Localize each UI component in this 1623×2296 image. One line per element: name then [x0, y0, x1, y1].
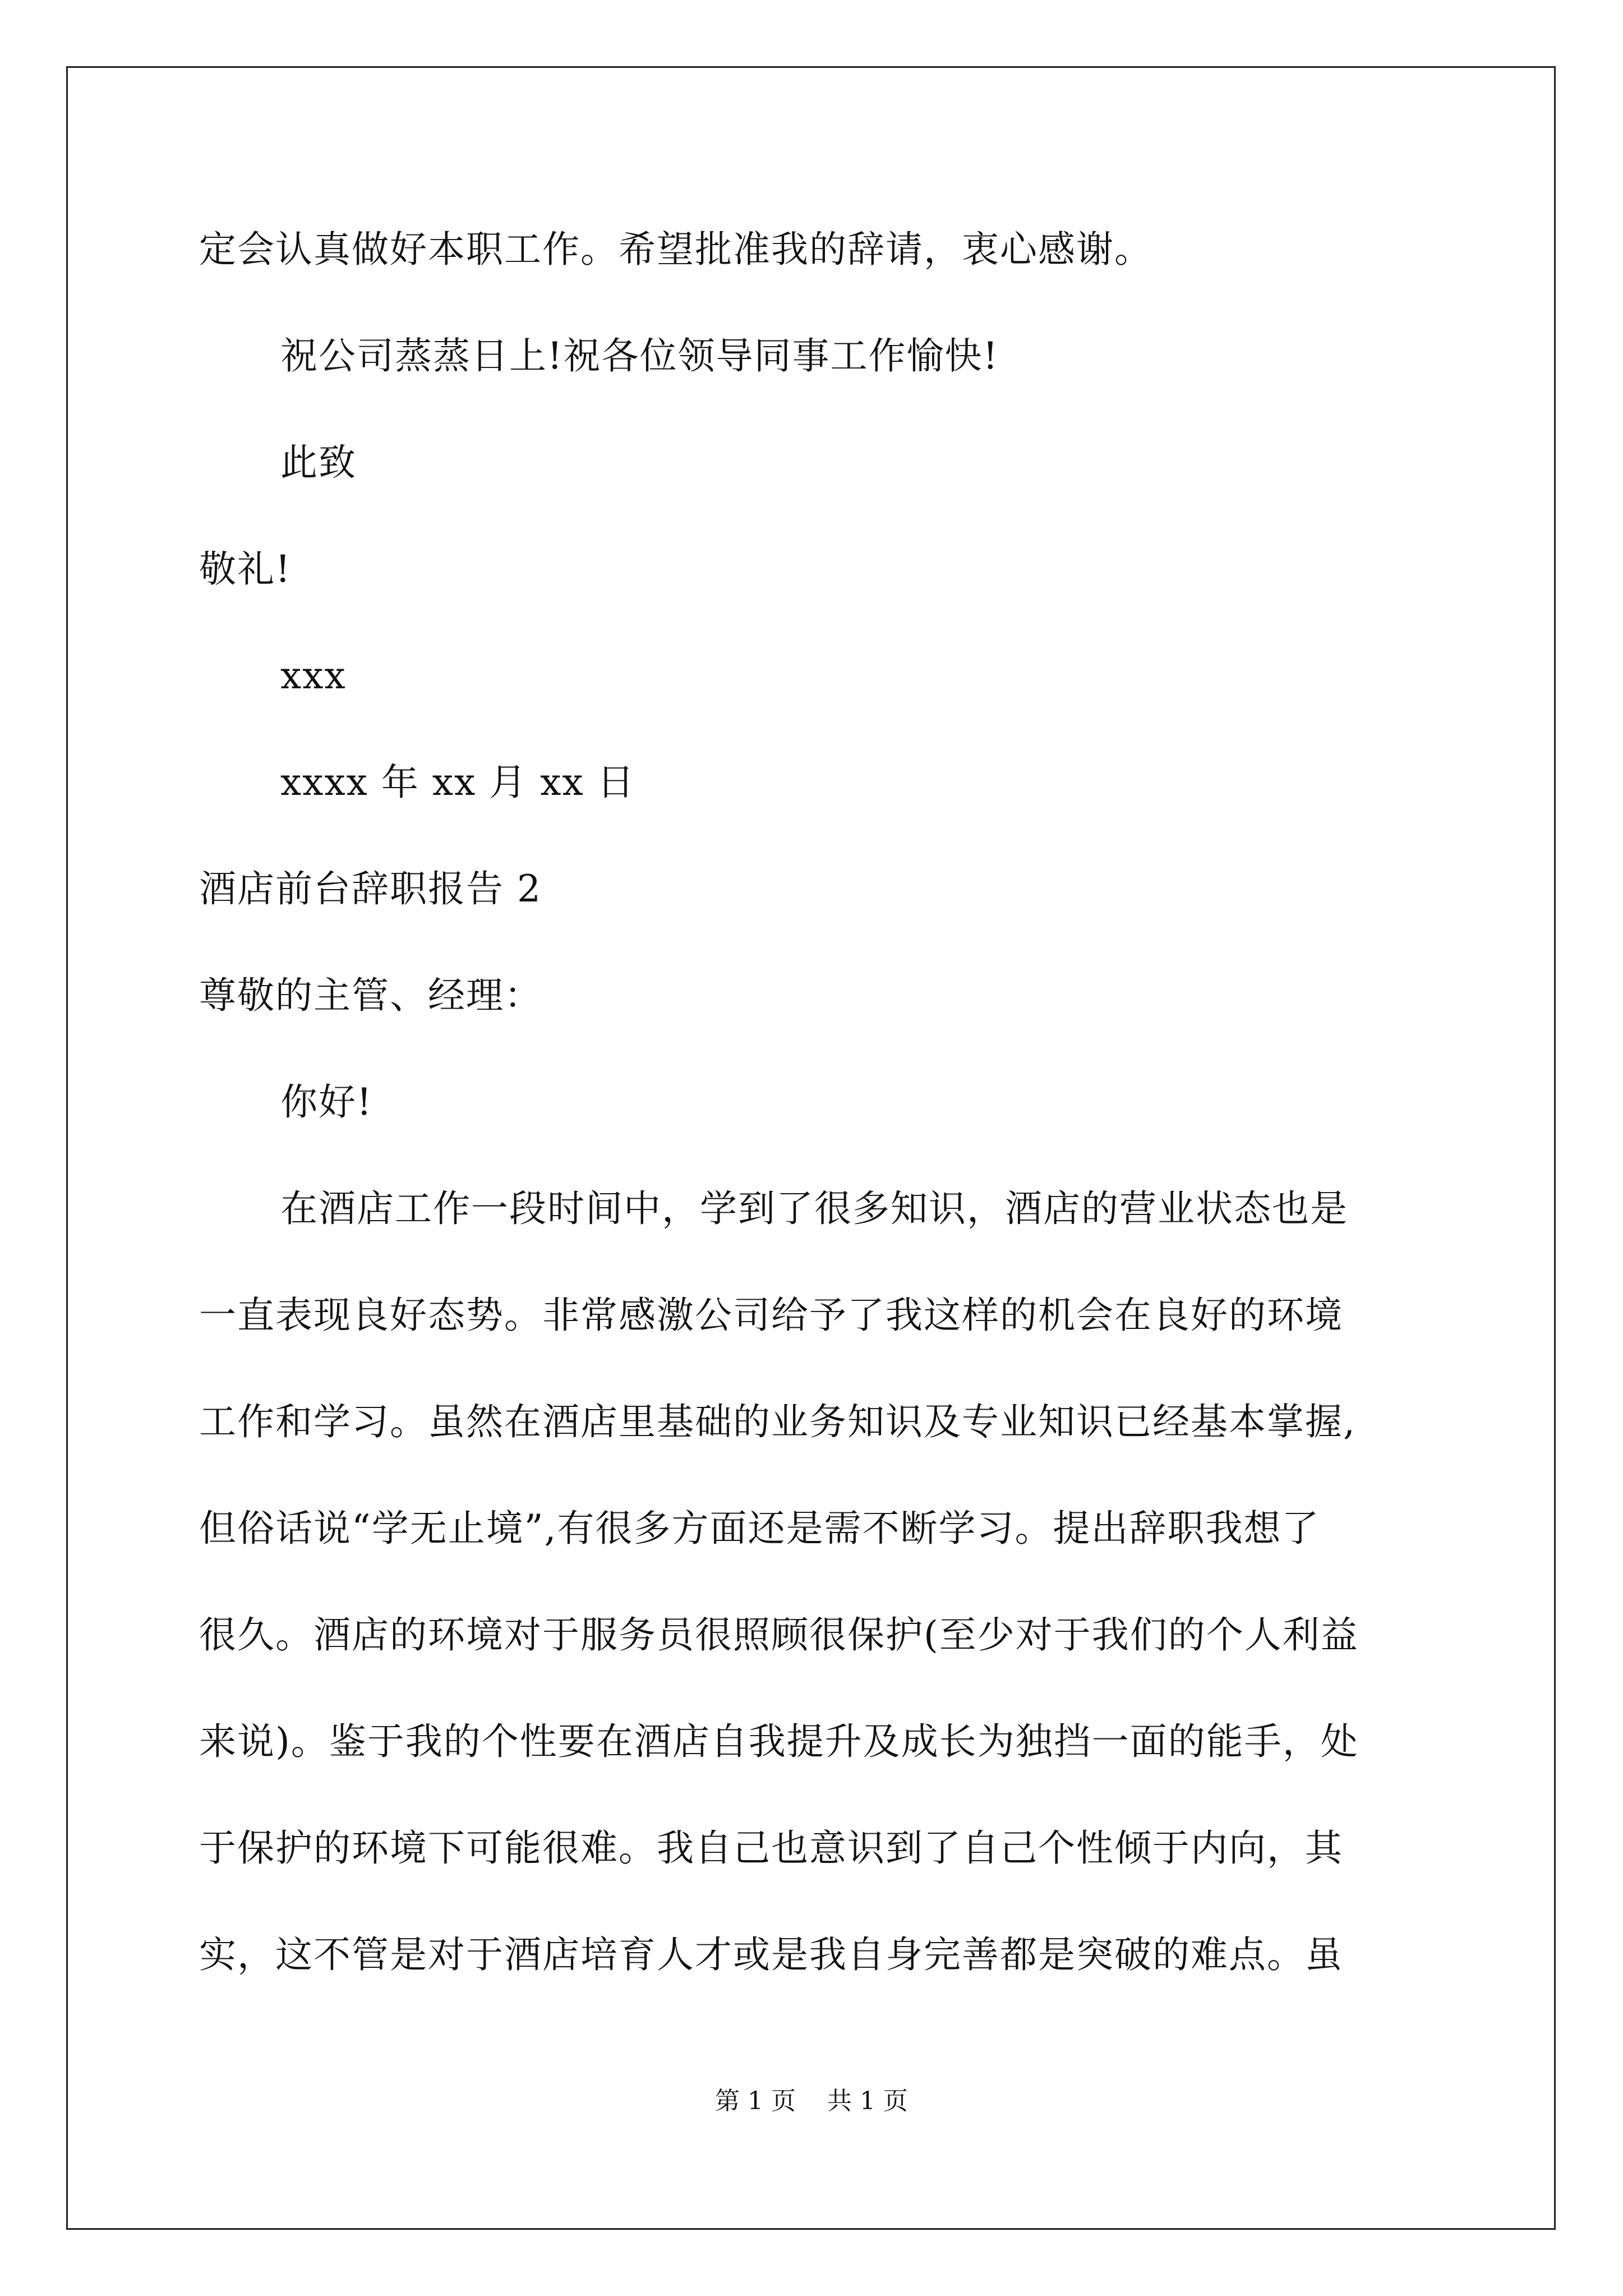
letter-greeting: 你好! [280, 1080, 373, 1124]
page-footer: 第 1 页 共 1 页 [715, 2087, 908, 2115]
section-title: 酒店前台辞职报告 2 [199, 867, 542, 910]
body-text-line: 来说)。鉴于我的个性要在酒店自我提升及成长为独挡一面的能手，处 [199, 1720, 1359, 1763]
signature-name: xxx [280, 654, 347, 697]
page-border [66, 66, 1556, 2230]
body-text-line: 很久。酒店的环境对于服务员很照顾很保护(至少对于我们的个人利益 [199, 1613, 1359, 1657]
closing-regards: 敬礼! [199, 547, 292, 591]
body-text-line: 在酒店工作一段时间中，学到了很多知识，酒店的营业状态也是 [280, 1187, 1348, 1230]
body-text-line: 实，这不管是对于酒店培育人才或是我自身完善都是突破的难点。虽 [199, 1933, 1343, 1976]
body-text-line: 工作和学习。虽然在酒店里基础的业务知识及专业知识已经基本掌握, [199, 1400, 1356, 1443]
closing-wish: 祝公司蒸蒸日上!祝各位领导同事工作愉快! [280, 334, 999, 378]
signature-date: xxxx 年 xx 月 xx 日 [280, 761, 635, 804]
body-text-line: 定会认真做好本职工作。希望批准我的辞请，衷心感谢。 [199, 228, 1152, 271]
body-text-line: 于保护的环境下可能很难。我自己也意识到了自己个性倾于内向，其 [199, 1826, 1343, 1870]
body-text-line: 一直表现良好态势。非常感激公司给予了我这样的机会在良好的环境 [199, 1294, 1343, 1337]
letter-salutation: 尊敬的主管、经理： [199, 974, 542, 1017]
body-text-line: 但俗话说“学无止境”,有很多方面还是需不断学习。提出辞职我想了 [199, 1507, 1320, 1550]
closing-salutation: 此致 [280, 441, 357, 484]
